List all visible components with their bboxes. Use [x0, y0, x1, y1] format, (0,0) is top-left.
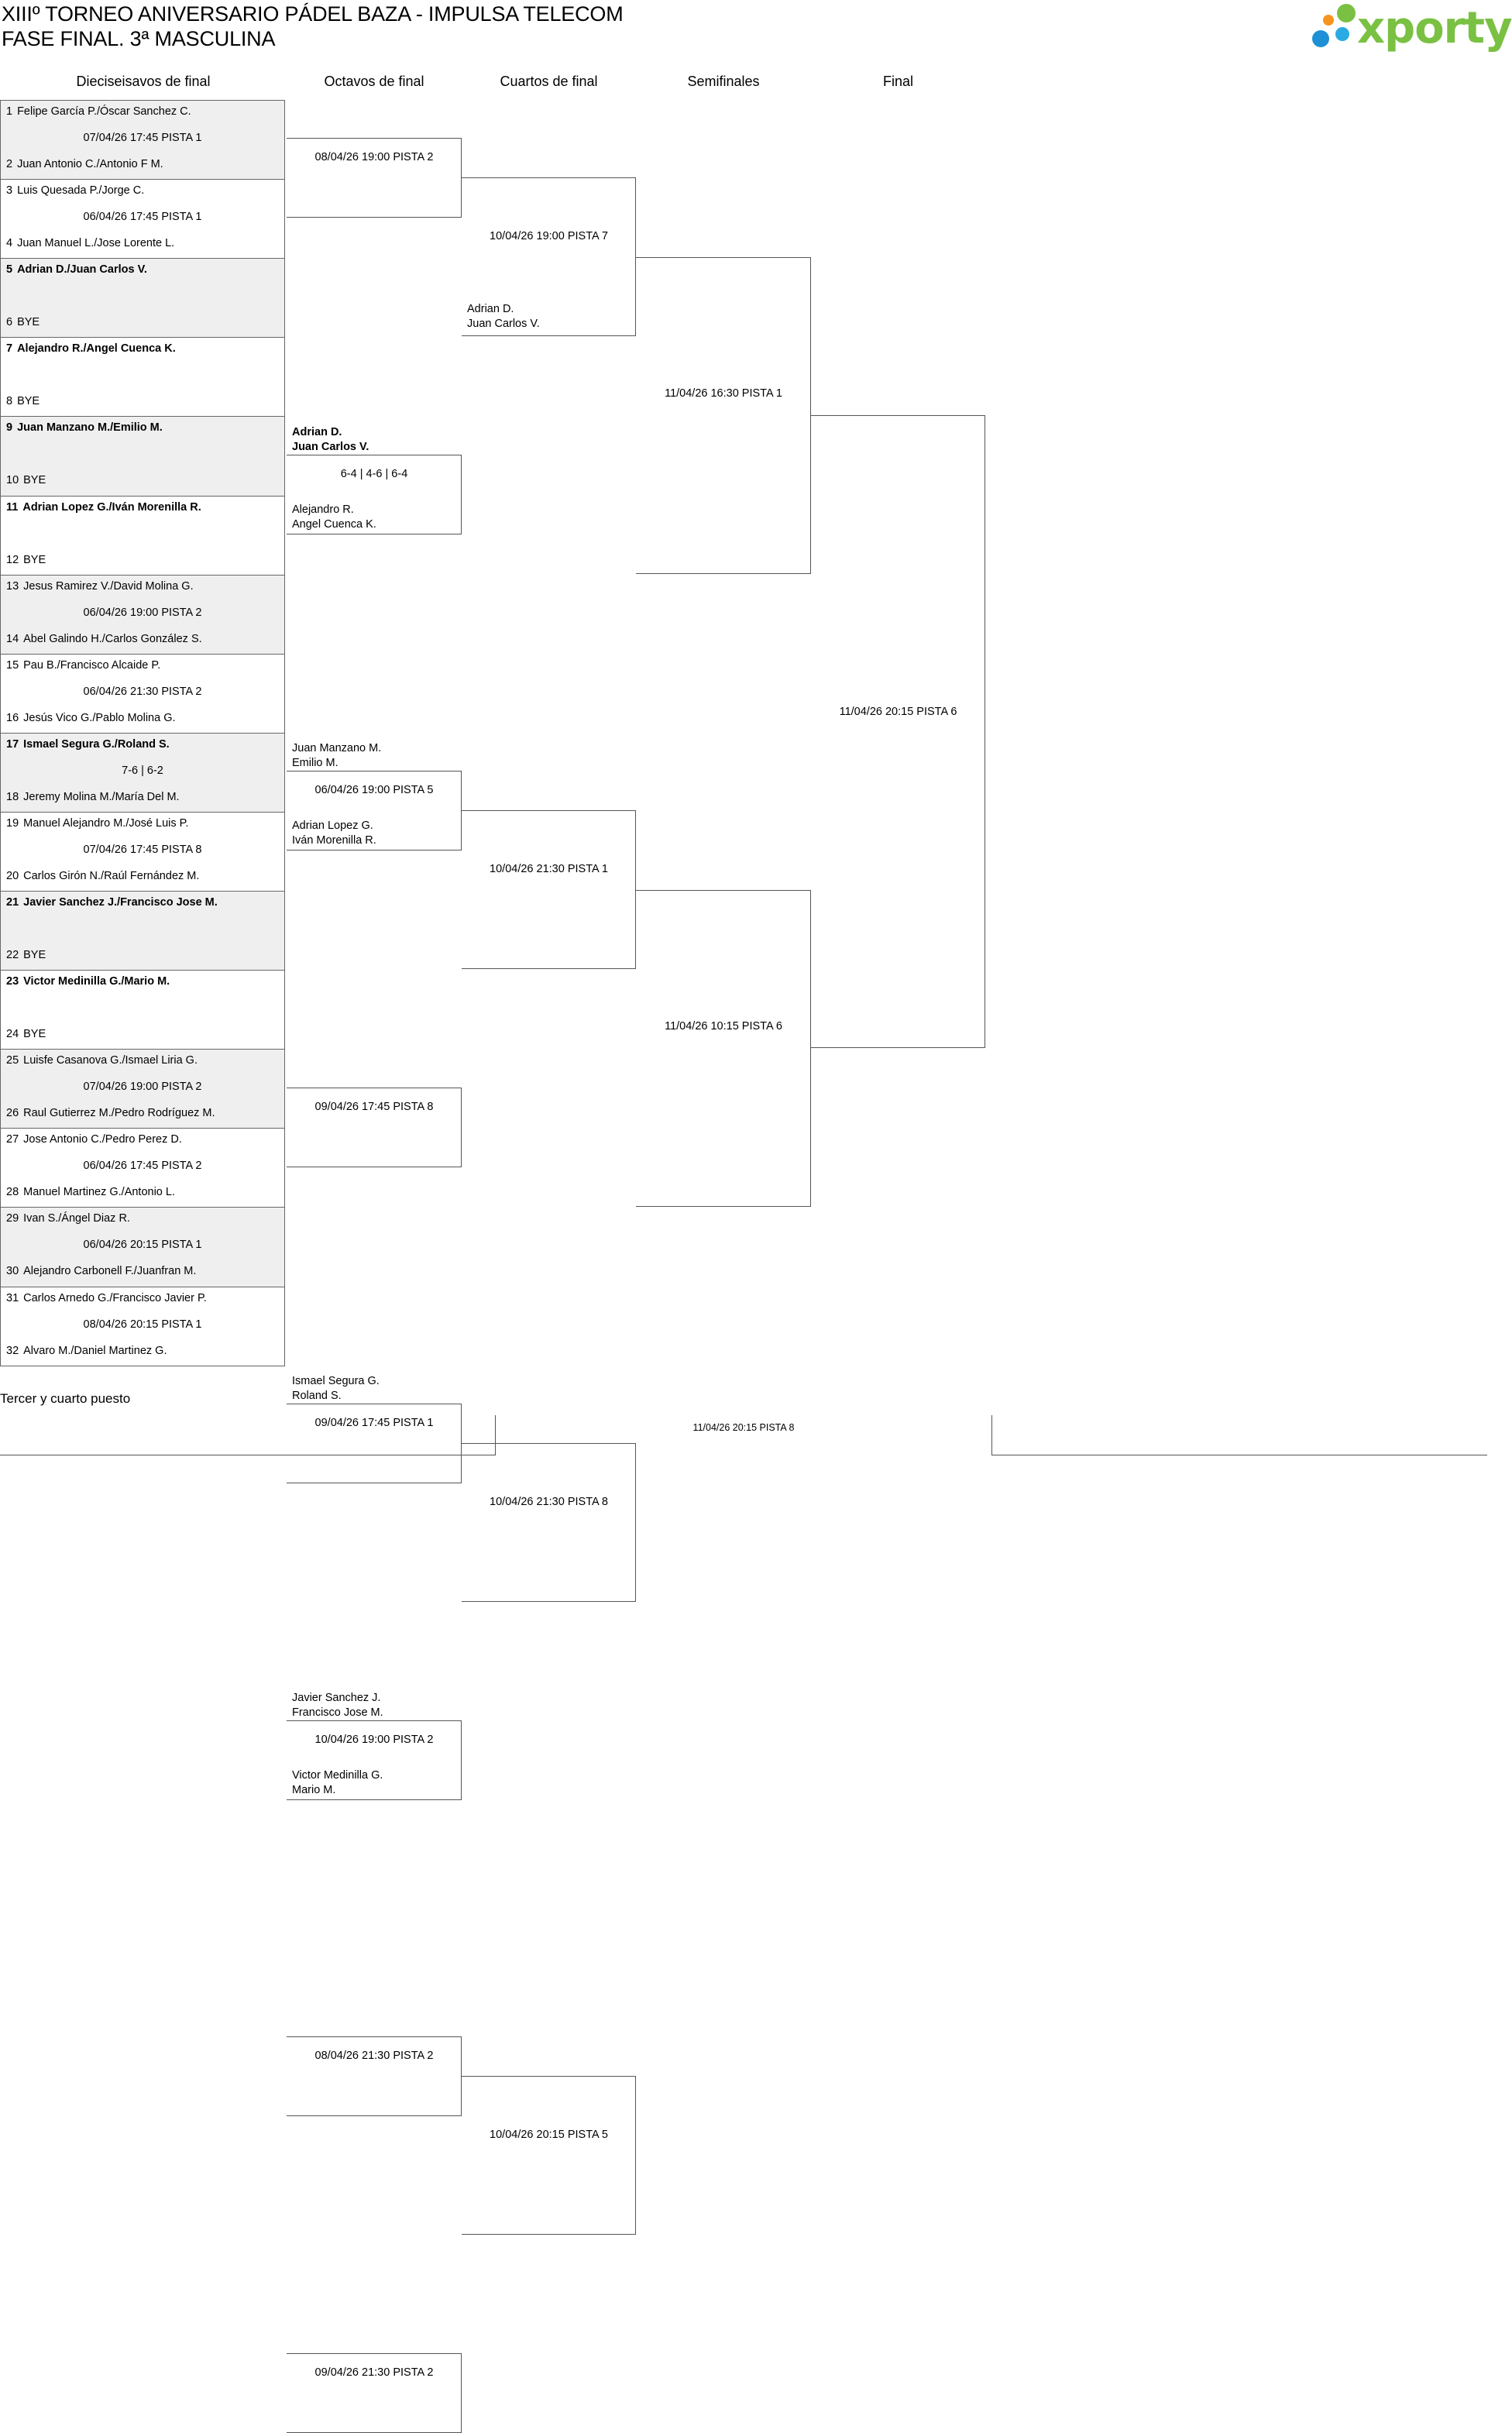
team-row[interactable]: [6, 342, 176, 355]
team-name: Juan Manuel L./Jose Lorente L.: [17, 237, 175, 249]
team-row[interactable]: [6, 633, 202, 645]
r32-match[interactable]: [0, 1287, 285, 1366]
team-name: BYE: [23, 949, 46, 961]
third-place-left-slot[interactable]: [0, 1415, 496, 1455]
player-name: Juan Manzano M.: [292, 742, 382, 754]
match-info: 06/04/26 19:00 PISTA 5: [314, 784, 434, 796]
seed-number: 14: [6, 633, 19, 645]
round-header-qf: Cuartos de final: [500, 74, 598, 89]
page-subtitle: FASE FINAL. 3ª MASCULINA: [2, 27, 276, 50]
winner-below: [292, 1768, 383, 1798]
team-row[interactable]: [6, 1265, 196, 1277]
match-info: 10/04/26 19:00 PISTA 2: [314, 1734, 434, 1746]
team-row[interactable]: [6, 896, 218, 909]
seed-number: 20: [6, 870, 19, 882]
seed-number: 2: [6, 158, 13, 170]
winner-above: [292, 1691, 383, 1720]
team-row[interactable]: [6, 738, 170, 751]
player-name: Francisco Jose M.: [292, 1706, 383, 1719]
seed-number: 21: [6, 896, 19, 909]
seed-number: 32: [6, 1345, 19, 1357]
seed-number: 7: [6, 342, 13, 355]
team-name: Raul Gutierrez M./Pedro Rodríguez M.: [23, 1107, 215, 1119]
match-info: 09/04/26 17:45 PISTA 1: [314, 1417, 434, 1429]
match-info: 10/04/26 21:30 PISTA 1: [490, 863, 608, 875]
match-info: 06/04/26 17:45 PISTA 1: [83, 211, 202, 223]
match-info: 07/04/26 19:00 PISTA 2: [83, 1081, 202, 1093]
seed-number: 30: [6, 1265, 19, 1277]
r32-match[interactable]: [0, 1207, 285, 1287]
team-name: Alejandro R./Angel Cuenca K.: [17, 342, 176, 355]
r16-match[interactable]: [287, 1088, 462, 1167]
match-info: 08/04/26 21:30 PISTA 2: [314, 2050, 434, 2062]
player-name: Juan Carlos V.: [292, 441, 369, 453]
sf-match[interactable]: [636, 257, 811, 574]
player-name: Adrian D.: [467, 303, 514, 315]
seed-number: 31: [6, 1292, 19, 1304]
team-row[interactable]: [6, 1028, 46, 1040]
qf-match[interactable]: [462, 810, 636, 969]
winner-below: [292, 819, 376, 848]
team-row[interactable]: [6, 1345, 167, 1357]
team-row[interactable]: [6, 501, 201, 514]
team-name: Adrian D./Juan Carlos V.: [17, 263, 147, 276]
qf-match[interactable]: [462, 1443, 636, 1602]
third-place-title: Tercer y cuarto puesto: [0, 1391, 131, 1406]
final-match[interactable]: [811, 415, 985, 1048]
r32-match[interactable]: [0, 337, 285, 417]
team-name: Manuel Martinez G./Antonio L.: [23, 1186, 175, 1198]
seed-number: 8: [6, 395, 13, 407]
r32-match[interactable]: [0, 970, 285, 1050]
round-header-r32: Dieciseisavos de final: [76, 74, 211, 89]
match-info: 08/04/26 20:15 PISTA 1: [83, 1318, 202, 1331]
player-name: Javier Sanchez J.: [292, 1692, 381, 1704]
seed-number: 1: [6, 105, 13, 118]
match-info: 06/04/26 20:15 PISTA 1: [83, 1239, 202, 1251]
team-row[interactable]: [6, 1054, 198, 1067]
match-info: 07/04/26 17:45 PISTA 1: [83, 132, 202, 144]
match-info: 11/04/26 10:15 PISTA 6: [665, 1020, 782, 1033]
winner-above: [292, 425, 369, 455]
team-row[interactable]: [6, 554, 46, 566]
match-info: 06/04/26 21:30 PISTA 2: [83, 686, 202, 698]
seed-number: 4: [6, 237, 13, 249]
match-info: 11/04/26 20:15 PISTA 6: [839, 706, 957, 718]
team-name: Javier Sanchez J./Francisco Jose M.: [23, 896, 218, 909]
seed-number: 15: [6, 659, 19, 672]
team-name: Victor Medinilla G./Mario M.: [23, 975, 170, 988]
r32-match[interactable]: [0, 100, 285, 180]
r32-match[interactable]: [0, 496, 285, 576]
team-row[interactable]: [6, 158, 163, 170]
team-name: Carlos Girón N./Raúl Fernández M.: [23, 870, 200, 882]
team-row[interactable]: [6, 421, 163, 434]
r32-match[interactable]: [0, 1128, 285, 1208]
seed-number: 22: [6, 949, 19, 961]
seed-number: 26: [6, 1107, 19, 1119]
r32-match[interactable]: [0, 416, 285, 497]
round-header-sf: Semifinales: [687, 74, 760, 89]
third-place-right-slot[interactable]: [991, 1415, 1487, 1455]
winner-below: [467, 302, 540, 332]
team-name: BYE: [17, 395, 40, 407]
team-name: Jesús Vico G./Pablo Molina G.: [23, 712, 176, 724]
seed-number: 29: [6, 1212, 19, 1225]
team-row[interactable]: [6, 1292, 207, 1304]
match-info: 06/04/26 17:45 PISTA 2: [83, 1160, 202, 1172]
round-header-final: Final: [882, 74, 913, 89]
player-name: Victor Medinilla G.: [292, 1769, 383, 1782]
seed-number: 11: [6, 501, 19, 514]
team-name: BYE: [17, 316, 40, 328]
seed-number: 9: [6, 421, 13, 434]
seed-number: 18: [6, 791, 19, 803]
team-row[interactable]: [6, 580, 194, 593]
sf-match[interactable]: [636, 890, 811, 1207]
team-name: Abel Galindo H./Carlos González S.: [23, 633, 202, 645]
match-info: 10/04/26 21:30 PISTA 8: [490, 1496, 608, 1508]
team-name: Luisfe Casanova G./Ismael Liria G.: [23, 1054, 198, 1067]
team-name: Felipe García P./Óscar Sanchez C.: [17, 105, 191, 118]
team-name: Ismael Segura G./Roland S.: [23, 738, 170, 751]
team-row[interactable]: [6, 817, 188, 830]
player-name: Emilio M.: [292, 757, 338, 769]
match-info: 6-4 | 4-6 | 6-4: [340, 468, 408, 480]
winner-above: [292, 1374, 380, 1404]
team-name: Alvaro M./Daniel Martinez G.: [23, 1345, 167, 1357]
qf-match[interactable]: [462, 2076, 636, 2235]
player-name: Ismael Segura G.: [292, 1375, 380, 1387]
player-name: Iván Morenilla R.: [292, 834, 376, 847]
player-name: Alejandro R.: [292, 503, 354, 516]
player-name: Adrian D.: [292, 426, 342, 438]
round-header-r16: Octavos de final: [324, 74, 424, 89]
seed-number: 12: [6, 554, 19, 566]
match-info: 08/04/26 19:00 PISTA 2: [314, 151, 434, 163]
r32-match[interactable]: [0, 891, 285, 971]
team-row[interactable]: [6, 395, 40, 407]
seed-number: 13: [6, 580, 19, 593]
team-row[interactable]: [6, 1133, 182, 1146]
r32-match[interactable]: [0, 575, 285, 655]
team-name: Jesus Ramirez V./David Molina G.: [23, 580, 194, 593]
winner-below: [292, 503, 376, 532]
seed-number: 27: [6, 1133, 19, 1146]
match-info: 7-6 | 6-2: [122, 765, 163, 777]
team-row[interactable]: [6, 263, 147, 276]
team-row[interactable]: [6, 474, 46, 486]
xporty-logo-text: xporty: [1357, 3, 1512, 53]
team-row[interactable]: [6, 949, 46, 961]
team-name: BYE: [23, 1028, 46, 1040]
winner-above: [292, 741, 381, 771]
team-name: Adrian Lopez G./Iván Morenilla R.: [22, 501, 201, 514]
team-row[interactable]: [6, 1212, 130, 1225]
match-info: 11/04/26 16:30 PISTA 1: [665, 387, 782, 400]
r32-match[interactable]: [0, 258, 285, 338]
team-row[interactable]: [6, 870, 199, 882]
team-name: Jose Antonio C./Pedro Perez D.: [23, 1133, 182, 1146]
team-row[interactable]: [6, 237, 174, 249]
team-name: Manuel Alejandro M./José Luis P.: [23, 817, 189, 830]
r32-match[interactable]: [0, 733, 285, 813]
match-info: 09/04/26 21:30 PISTA 2: [314, 2366, 434, 2379]
team-name: Ivan S./Ángel Diaz R.: [23, 1212, 130, 1225]
r32-match[interactable]: [0, 812, 285, 892]
seed-number: 24: [6, 1028, 19, 1040]
player-name: Juan Carlos V.: [467, 318, 540, 330]
team-name: Alejandro Carbonell F./Juanfran M.: [23, 1265, 197, 1277]
match-info: 10/04/26 20:15 PISTA 5: [490, 2129, 608, 2141]
seed-number: 23: [6, 975, 19, 988]
third-place-info: 11/04/26 20:15 PISTA 8: [692, 1422, 795, 1433]
seed-number: 28: [6, 1186, 19, 1198]
r32-match[interactable]: [0, 179, 285, 259]
r16-match[interactable]: [287, 2353, 462, 2433]
team-name: Juan Manzano M./Emilio M.: [17, 421, 163, 434]
seed-number: 19: [6, 817, 19, 830]
match-info: 09/04/26 17:45 PISTA 8: [314, 1101, 434, 1113]
team-row[interactable]: [6, 105, 191, 118]
team-name: Carlos Arnedo G./Francisco Javier P.: [23, 1292, 207, 1304]
player-name: Roland S.: [292, 1390, 342, 1402]
r16-match[interactable]: [287, 138, 462, 218]
team-row[interactable]: [6, 1107, 215, 1119]
r32-match[interactable]: [0, 654, 285, 734]
team-name: BYE: [23, 474, 46, 486]
team-name: Luis Quesada P./Jorge C.: [17, 184, 145, 197]
r16-match[interactable]: [287, 2036, 462, 2116]
team-name: Pau B./Francisco Alcaide P.: [23, 659, 161, 672]
player-name: Mario M.: [292, 1784, 336, 1796]
match-info: 07/04/26 17:45 PISTA 8: [83, 844, 202, 856]
player-name: Adrian Lopez G.: [292, 820, 373, 832]
seed-number: 3: [6, 184, 13, 197]
r32-match[interactable]: [0, 1049, 285, 1129]
seed-number: 6: [6, 316, 13, 328]
player-name: Angel Cuenca K.: [292, 518, 376, 531]
match-info: 06/04/26 19:00 PISTA 2: [83, 607, 202, 619]
seed-number: 5: [6, 263, 13, 276]
team-name: Jeremy Molina M./María Del M.: [23, 791, 180, 803]
seed-number: 10: [6, 474, 19, 486]
seed-number: 25: [6, 1054, 19, 1067]
team-row[interactable]: [6, 712, 176, 724]
match-info: 10/04/26 19:00 PISTA 7: [490, 230, 608, 242]
team-row[interactable]: [6, 659, 160, 672]
team-row[interactable]: [6, 791, 180, 803]
team-name: BYE: [23, 554, 46, 566]
team-name: Juan Antonio C./Antonio F M.: [17, 158, 163, 170]
team-row[interactable]: [6, 975, 170, 988]
seed-number: 17: [6, 738, 19, 751]
seed-number: 16: [6, 712, 19, 724]
team-row[interactable]: [6, 316, 40, 328]
page-title: XIIIº TORNEO ANIVERSARIO PÁDEL BAZA - IMPULSA TELECOM: [2, 2, 624, 26]
team-row[interactable]: [6, 184, 144, 197]
team-row[interactable]: [6, 1186, 175, 1198]
